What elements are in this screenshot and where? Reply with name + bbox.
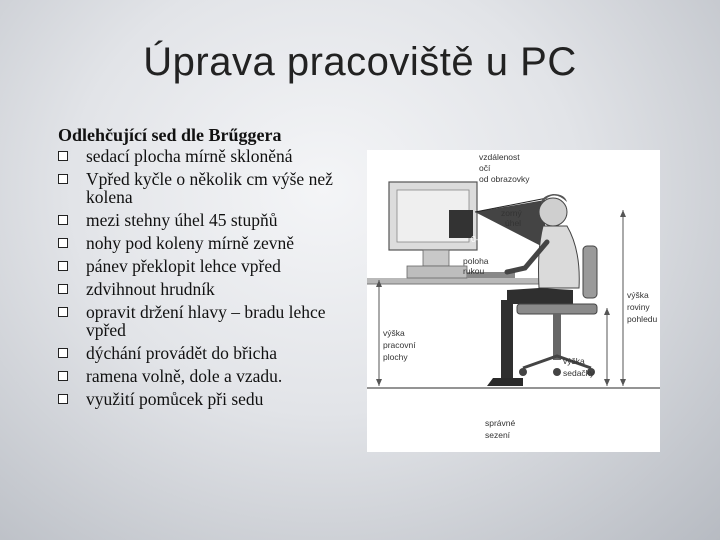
checkbox-bullet-icon xyxy=(58,215,68,225)
checkbox-bullet-icon xyxy=(58,174,68,184)
chair-seat xyxy=(517,304,597,314)
list-item: opravit držení hlavy – bradu lehce vpřed xyxy=(58,303,358,339)
checkbox-bullet-icon xyxy=(58,261,68,271)
text-content xyxy=(58,125,358,413)
list-item: dýchání provádět do břicha xyxy=(58,344,358,362)
person-head xyxy=(539,198,567,226)
label-vyska-sed-2: sedačky xyxy=(563,368,595,378)
label-angle: 0-60° xyxy=(471,234,492,244)
label-vyska-roviny-3: pohledu xyxy=(627,314,658,324)
checkbox-bullet-icon xyxy=(58,394,68,404)
list-item: sedací plocha mírně skloněná xyxy=(58,147,358,165)
label-vzdalenost-2: očí xyxy=(479,163,491,173)
label-vyska-roviny-1: výška xyxy=(627,290,649,300)
monitor-stand xyxy=(449,210,473,238)
checkbox-bullet-icon xyxy=(58,238,68,248)
ergonomic-sitting-figure xyxy=(367,150,660,452)
ergonomic-illustration xyxy=(367,150,660,452)
list-item: pánev překlopit lehce vpřed xyxy=(58,257,358,275)
label-vyska-prac-3: plochy xyxy=(383,352,408,362)
list-item: nohy pod koleny mírně zevně xyxy=(58,234,358,252)
label-poloha-2: rukou xyxy=(463,266,485,276)
person-torso xyxy=(539,226,580,288)
label-vyska-prac-1: výška xyxy=(383,328,405,338)
label-spravne-2: sezení xyxy=(485,430,511,440)
label-vyska-sed-1: výška xyxy=(563,356,585,366)
label-vzdalenost-3: od obrazovky xyxy=(479,174,530,184)
checkbox-bullet-icon xyxy=(58,151,68,161)
list-item: ramena volně, dole a vzadu. xyxy=(58,367,358,385)
list-item: mezi stehny úhel 45 stupňů xyxy=(58,211,358,229)
checkbox-bullet-icon xyxy=(58,371,68,381)
label-vzdalenost-1: vzdálenost xyxy=(479,152,520,162)
label-vyska-roviny-2: roviny xyxy=(627,302,650,312)
chair-backrest xyxy=(583,246,597,298)
checkbox-bullet-icon xyxy=(58,307,68,317)
person-legs xyxy=(507,288,573,304)
desk-top xyxy=(367,278,542,284)
checkbox-bullet-icon xyxy=(58,284,68,294)
list-item: využití pomůcek při sedu xyxy=(58,390,358,408)
slide-title: Úprava pracoviště u PC xyxy=(143,40,577,84)
label-zorny-2: úhel xyxy=(505,218,522,228)
checkbox-bullet-icon xyxy=(58,348,68,358)
bullet-list xyxy=(58,147,358,408)
list-item: Vpřed kyčle o několik cm výše než kolena xyxy=(58,170,358,206)
label-zorny-1: zorný xyxy=(501,208,522,218)
label-poloha-1: poloha xyxy=(463,256,489,266)
list-item: zdvihnout hrudník xyxy=(58,280,358,298)
label-vyska-prac-2: pracovní xyxy=(383,340,416,350)
bullet-heading: Odlehčující sed dle Brűggera xyxy=(58,125,282,145)
label-spravne-1: správné xyxy=(485,418,516,428)
